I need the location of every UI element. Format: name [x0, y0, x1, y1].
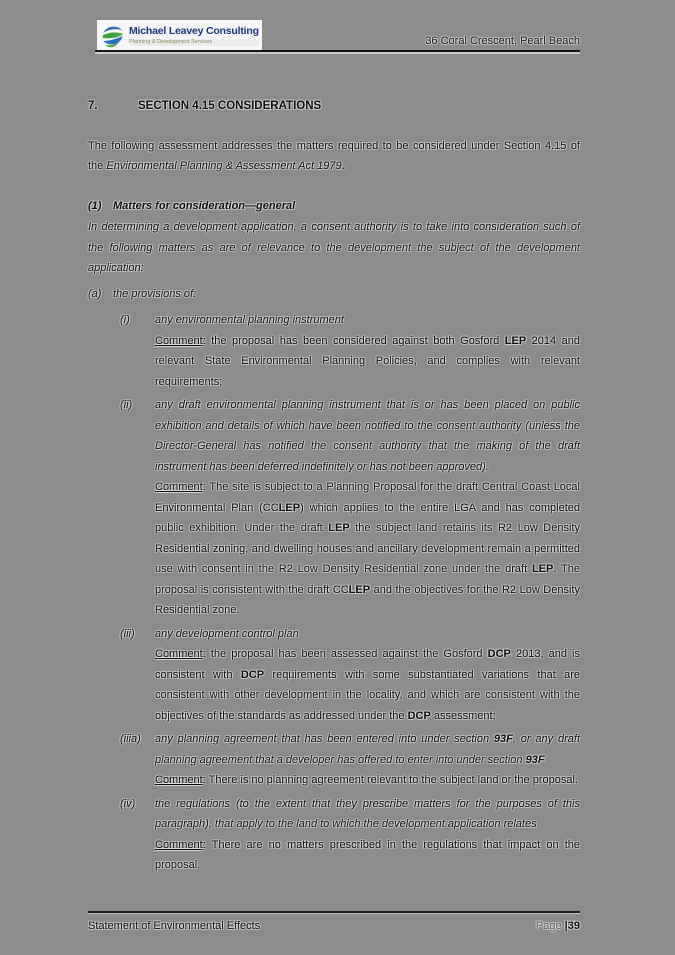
consideration-item-ii [120, 395, 580, 621]
header-address: 36 Coral Crescent, Pearl Beach [425, 34, 580, 47]
item-lead: any planning agreement that has been entered into under section 93F, or any draft planning agreement that a developer has offered to enter into under section 93F [155, 733, 580, 766]
subsection-body: In determining a development application, a consent authority is to take into consideration such of the following matters as are of relevance to the development the subject of the development application: [88, 221, 580, 274]
page-label: Page [535, 920, 562, 932]
subsection-heading [88, 196, 580, 217]
item-marker: (ii) [120, 399, 133, 411]
logo-title: Michael Leavey Consulting [129, 25, 259, 37]
item-marker: (iv) [120, 797, 136, 810]
item-a [88, 284, 580, 305]
item-marker: (iii) [120, 627, 135, 640]
document-body [88, 96, 580, 879]
header-rule [95, 50, 580, 52]
logo-tagline: Planning & Development Services [129, 39, 259, 47]
item-lead: any environmental planning instrument [155, 314, 344, 326]
page-number: 39 [567, 920, 580, 932]
footer-page-indicator [536, 916, 580, 937]
subsection-title: Matters for consideration—general [113, 199, 296, 212]
item-lead: the regulations (to the extent that they prescribe matters for the purposes of this paragraph), that apply to the land to which the development application relates [155, 797, 580, 830]
item-a-text: the provisions of: [113, 287, 197, 300]
item-marker: (i) [120, 314, 130, 326]
consideration-item-iii [120, 624, 580, 727]
item-lead: any draft environmental planning instrument that is or has been placed on public exhibition and details of which have been notified to the consent authority (unless the Director-General has notified the consent authority that the making of the draft instrument has been deferred indefinitely or has not been approved). [155, 399, 580, 473]
item-marker: (iiia) [120, 733, 141, 745]
consideration-item-iiia [120, 729, 580, 791]
item-lead: any development control plan [155, 627, 299, 640]
section-title: SECTION 4.15 CONSIDERATIONS [138, 100, 322, 112]
page-footer [88, 916, 580, 937]
footer-document-title: Statement of Environmental Effects [88, 920, 261, 932]
page-header [95, 18, 580, 52]
page-separator: | [564, 920, 568, 932]
swirl-globe-icon [99, 23, 126, 50]
item-comment: Comment: There are no matters prescribed in the regulations that impact on the proposal. [155, 838, 580, 871]
section-heading [88, 96, 580, 117]
item-a-marker: (a) [88, 287, 102, 300]
subsection-number: (1) [88, 199, 102, 212]
footer-rule [88, 911, 580, 913]
consideration-item-iv [120, 794, 580, 876]
company-logo [97, 20, 262, 52]
section-number: 7. [88, 100, 98, 112]
item-comment: Comment: the proposal has been considered against both Gosford LEP 2014 and relevant State Environmental Planning Policies, and complies with relevant requirements; [155, 334, 580, 388]
consideration-item-i [120, 310, 580, 392]
item-comment: Comment: The site is subject to a Planning Proposal for the draft Central Coast Local Environmental Plan (CCLEP) which applies to the entire LGA and has completed public exhibition. Under the draft LEP the subject land retains its R2 Low Density Residential zoning, and dwelling houses and ancillary development remain a permitted use with consent in the R2 Low Density Residential zone under the draft LEP. The proposal is consistent with the draft CCLEP and the objectives for the R2 Low Density Residential zone. [155, 481, 580, 616]
intro-paragraph: The following assessment addresses the matters required to be considered under Section 4.15 of the Environmental Planning & Assessment Act 1979. [88, 139, 580, 172]
item-comment: Comment: the proposal has been assessed against the Gosford DCP 2013, and is consistent with DCP requirements with some substantiated variations that are consistent with other development in the locality, and which are consistent with the objectives of the standards as addressed under the DCP assessment; [155, 648, 580, 722]
item-comment: Comment: There is no planning agreement relevant to the subject land or the proposal. [155, 774, 578, 786]
